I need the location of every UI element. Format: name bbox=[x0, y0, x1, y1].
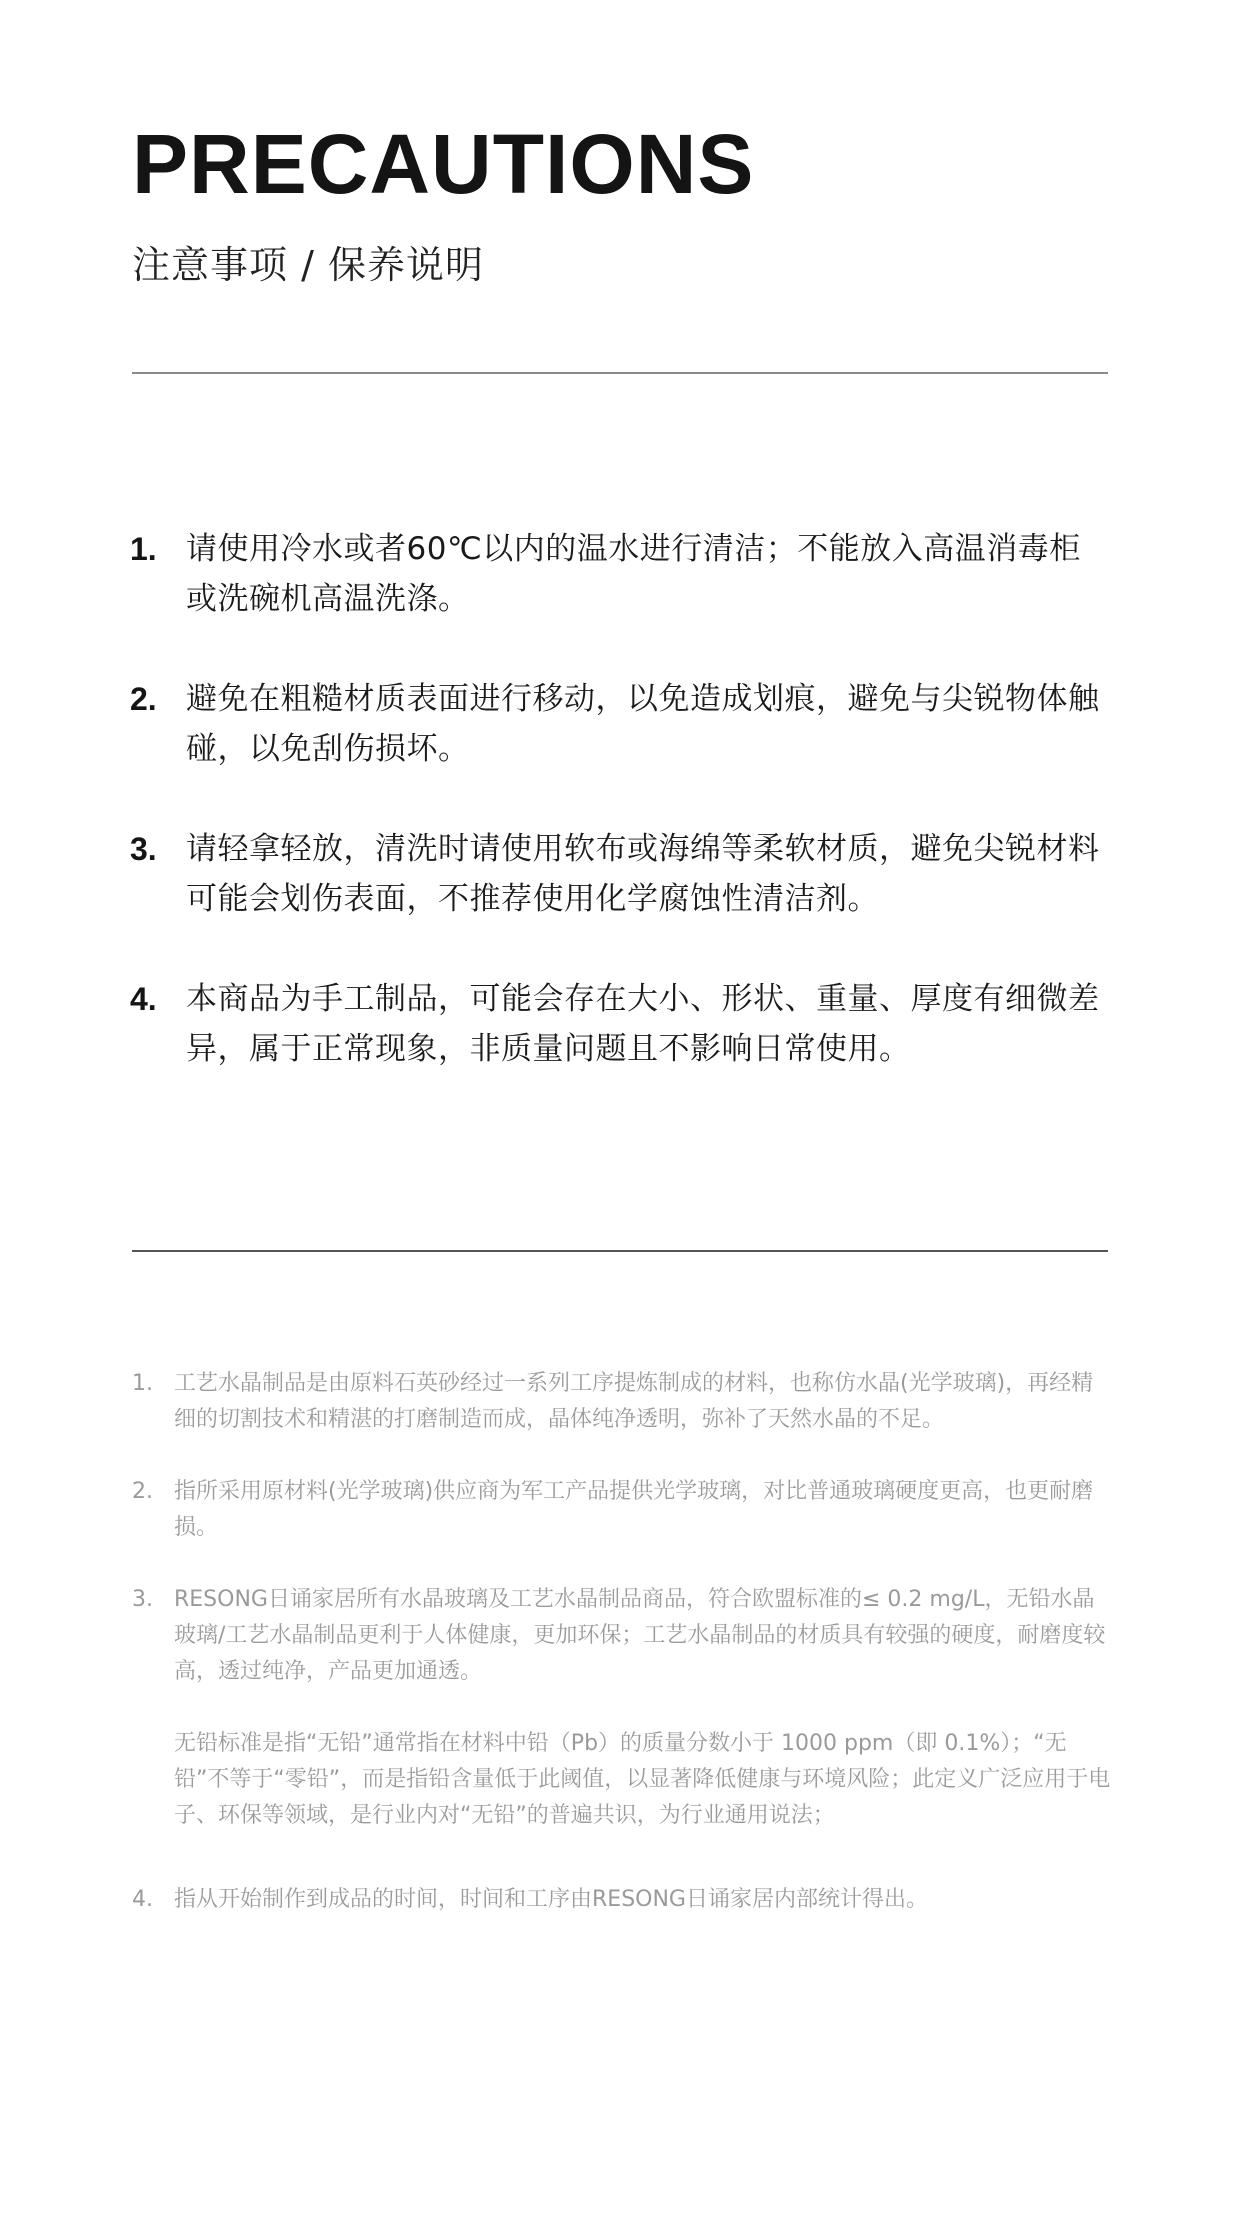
footnote-text: 指从开始制作到成品的时间，时间和工序由RESONG日诵家居内部统计得出。 bbox=[174, 1887, 928, 1912]
page-title: PRECAUTIONS bbox=[132, 117, 755, 211]
footnote-body bbox=[174, 1882, 1112, 1918]
precaution-item bbox=[130, 974, 1110, 1074]
precaution-number: 2. bbox=[130, 681, 157, 717]
precaution-text: 避免在粗糙材质表面进行移动，以免造成划痕，避免与尖锐物体触碰，以免刮伤损坏。 bbox=[186, 681, 1100, 767]
precaution-number: 1. bbox=[130, 531, 157, 567]
footnotes-list bbox=[132, 1366, 1112, 1954]
footnote-item bbox=[132, 1474, 1112, 1546]
page-subtitle: 注意事项 / 保养说明 bbox=[132, 243, 484, 287]
middle-divider bbox=[132, 1250, 1108, 1252]
footnote-text: 无铅标准是指“无铅”通常指在材料中铅（Pb）的质量分数小于 1000 ppm（即 0.1%）；“无铅”不等于“零铅”，而是指铅含量低于此阈值，以显著降低健康与环境风险；此定义广泛应用于电子、环保等领域，是行业内对“无铅”的普遍共识，为行业通用说法； bbox=[174, 1731, 1111, 1828]
footnote-text: RESONG日诵家居所有水晶玻璃及工艺水晶制品商品，符合欧盟标准的≤ 0.2 mg/L，无铅水晶玻璃/工艺水晶制品更利于人体健康，更加环保；工艺水晶制品的材质具有较强的硬度，耐磨度较高，透过纯净，产品更加通透。 bbox=[174, 1587, 1106, 1684]
footnote-number: 2. bbox=[132, 1479, 153, 1504]
precaution-item bbox=[130, 824, 1110, 924]
precaution-number: 4. bbox=[130, 981, 157, 1017]
footnote-body bbox=[174, 1474, 1112, 1546]
precaution-text: 本商品为手工制品，可能会存在大小、形状、重量、厚度有细微差异，属于正常现象，非质量问题且不影响日常使用。 bbox=[186, 981, 1100, 1067]
footnote-text: 工艺水晶制品是由原料石英砂经过一系列工序提炼制成的材料，也称仿水晶(光学玻璃)，再经精细的切割技术和精湛的打磨制造而成，晶体纯净透明，弥补了天然水晶的不足。 bbox=[174, 1371, 1094, 1432]
precaution-item bbox=[130, 524, 1110, 624]
footnote-item bbox=[132, 1882, 1112, 1918]
precaution-text: 请轻拿轻放，清洗时请使用软布或海绵等柔软材质，避免尖锐材料可能会划伤表面，不推荐使用化学腐蚀性清洁剂。 bbox=[186, 831, 1100, 917]
footnote-body bbox=[174, 1366, 1112, 1438]
precaution-item bbox=[130, 674, 1110, 774]
top-divider bbox=[132, 372, 1108, 374]
footnote-text: 指所采用原材料(光学玻璃)供应商为军工产品提供光学玻璃，对比普通玻璃硬度更高，也更耐磨损。 bbox=[174, 1479, 1094, 1540]
footnote-number: 4. bbox=[132, 1887, 153, 1912]
footnote-number: 1. bbox=[132, 1371, 153, 1396]
precautions-list bbox=[130, 524, 1110, 1124]
footnote-body bbox=[174, 1582, 1112, 1834]
footnote-item bbox=[132, 1366, 1112, 1438]
precaution-text: 请使用冷水或者60℃以内的温水进行清洁；不能放入高温消毒柜或洗碗机高温洗涤。 bbox=[186, 531, 1081, 617]
header bbox=[132, 118, 1112, 290]
precaution-number: 3. bbox=[130, 831, 157, 867]
footnote-item bbox=[132, 1582, 1112, 1834]
footnote-number: 3. bbox=[132, 1587, 153, 1612]
